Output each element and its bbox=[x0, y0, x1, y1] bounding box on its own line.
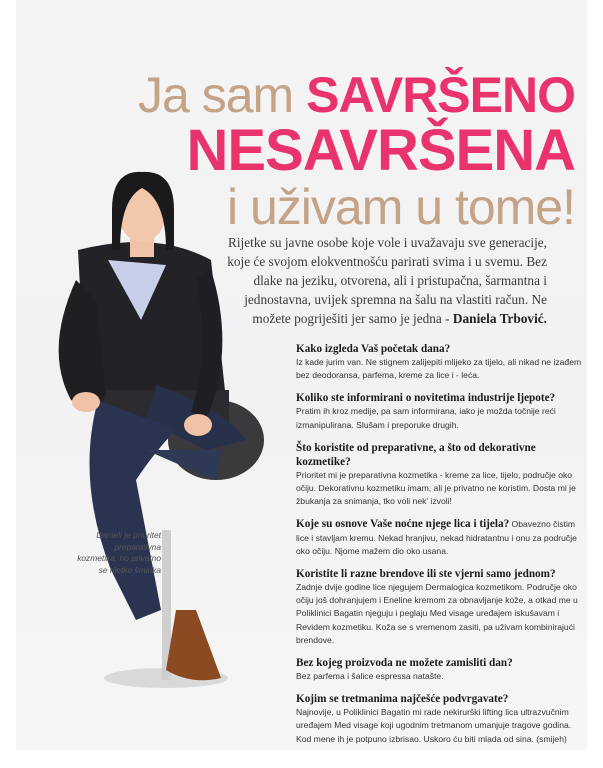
question: Koristite li razne brendove ili ste vjerni samo jednom? bbox=[296, 568, 556, 581]
question: Koje su osnove Vaše noćne njege lica i tijela? bbox=[296, 518, 510, 531]
question: Koliko ste informirani o novitetima industrije ljepote? bbox=[296, 392, 556, 405]
answer: Pratim ih kroz medije, pa sam informirana, iako je možda točnije reći izmanipulirana. Slušam i preporuke drugih. bbox=[296, 406, 556, 430]
qa-item bbox=[296, 567, 586, 647]
answer: Prioritet mi je preparativna kozmetika - kreme za lice, tijelo, područje oko očiju. Dekorativnu kozmetiku imam, ali je privatno ne koristim. Dosta mi je žbukanja za snimanja, tko voli nek' izvoli! bbox=[296, 469, 576, 507]
headline bbox=[138, 67, 575, 235]
headline-line-3: i uživam u tome! bbox=[226, 179, 575, 235]
magazine-page bbox=[16, 0, 587, 750]
qa-item bbox=[296, 441, 586, 509]
question: Što koristite od preparativne, a što od dekorativne kozmetike? bbox=[296, 441, 536, 468]
answer: Koje su osnove Vaše noćne njege lica i tijela? Obavezno čistim lice i stavljam kremu. Nekad hranjivu, nekad hidratantnu i onu za područje oko očiju. Njome mažem dio oko usana. bbox=[296, 518, 577, 556]
question: Kojim se tretmanima najčešće podvrgavate? bbox=[296, 693, 509, 706]
question: Kako izgleda Vaš početak dana? bbox=[296, 343, 451, 355]
qa-item bbox=[296, 656, 586, 683]
answer: Najnovije, u Poliklinici Bagatin mi rade nekirurški lifting lica ultrazvučnim uređajem Med visage koji ugodnim tretmanom umanjuje tragove godina. Kod mene ih je potpuno izbrisao. Uskoro ću biti mlada od sina. (smijeh) bbox=[296, 707, 572, 744]
answer: Bez parfema i šalice espressa natašte. bbox=[296, 671, 444, 682]
question: Bez kojeg proizvoda ne možete zamisliti dan? bbox=[296, 657, 513, 670]
photo-caption: Danieli je prioritet preparativna kozmetika, no privatno se rijetko šminka bbox=[77, 530, 161, 575]
intro-name: Daniela Trbović. bbox=[452, 311, 547, 326]
interview-qa bbox=[296, 342, 586, 750]
intro-paragraph: Rijetke su javne osobe koje vole i uvažavaju sve generacije, koje će svojom elokventnošću parirati svima i u svemu. Bez dlake na jeziku, otvorena, ali i pristupačna, šarmantna i jednostavna, uvijek spremna na šalu na vlastiti račun. Ne možete pogriješiti jer samo je jedna - Daniela Trbović. bbox=[227, 235, 547, 326]
answer: Zadnje dvije godine lice njegujem Dermalogica kozmetikom. Područje oko očiju još dohranjujem i Eneline kremom za obnavljanje kože, a otkad me u Poliklinici Bagatin njeguju i peglaju Med visage uređajem iskušavam i Revidem kozmetiku. Koža se s vremenom zasiti, pa uživam kombinirajući brendove. bbox=[296, 582, 578, 645]
headline-line-1: Ja sam SAVRŠENO bbox=[138, 67, 575, 123]
qa-item bbox=[296, 391, 586, 431]
qa-item bbox=[296, 692, 586, 746]
answer: Iz kade jurim van. Ne stignem zalijepiti mlijeko za tijelo, ali nikad ne izađem bez deodoransa, parfema, kreme za lice i - leća. bbox=[296, 357, 582, 381]
headline-line-2: NESAVRŠENA bbox=[186, 118, 575, 183]
qa-item bbox=[296, 517, 586, 558]
qa-item bbox=[296, 342, 586, 382]
